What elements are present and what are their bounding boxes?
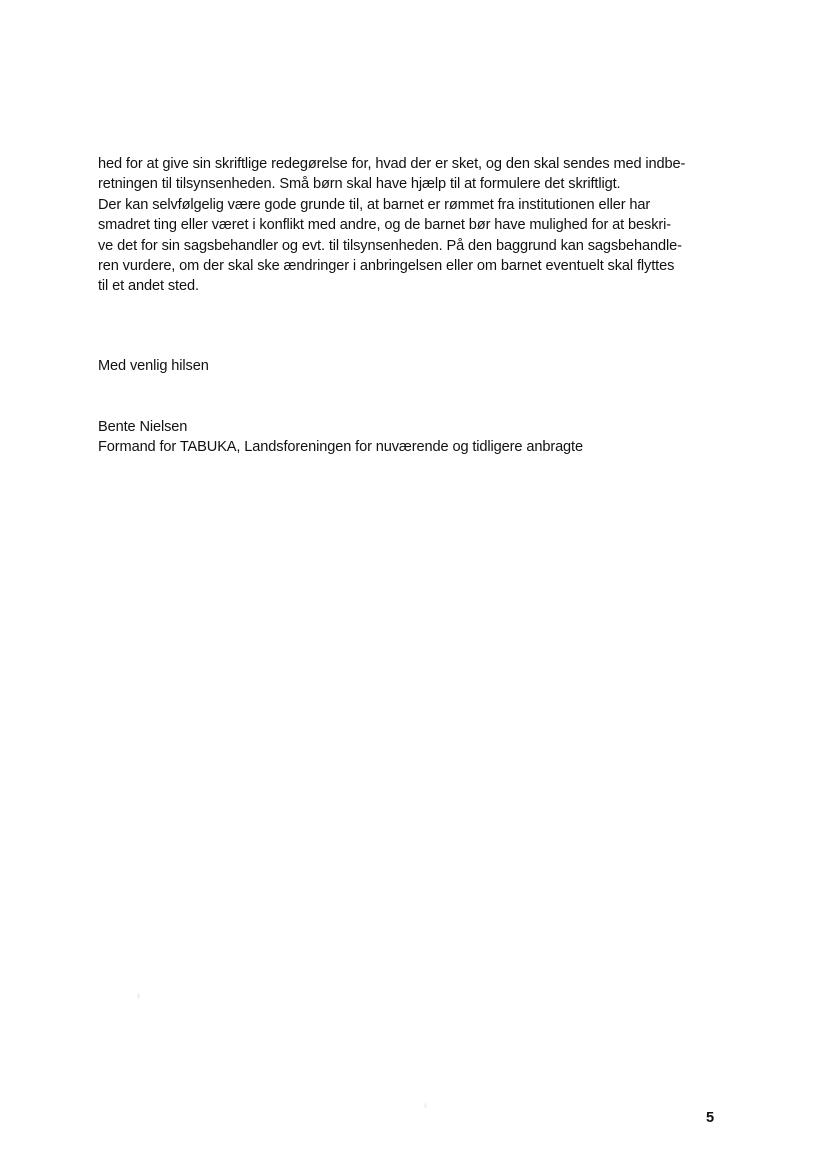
scan-speckle-artifact bbox=[424, 1103, 427, 1108]
body-line: Der kan selvfølgelig være gode grunde til, at barnet er rømmet fra institutionen eller har bbox=[98, 196, 651, 213]
closing-block bbox=[98, 356, 726, 376]
paragraph-continuation bbox=[98, 154, 726, 297]
signatory-title: Formand for TABUKA, Landsforeningen for nuværende og tidligere anbragte bbox=[98, 439, 583, 456]
scan-speckle-artifact bbox=[137, 993, 140, 999]
body-line: ren vurdere, om der skal ske ændringer i anbringelsen eller om barnet eventuelt skal flyttes bbox=[98, 258, 675, 275]
page-number: 5 bbox=[706, 1110, 715, 1126]
signature-block bbox=[98, 417, 726, 458]
closing-salutation: Med venlig hilsen bbox=[98, 358, 209, 374]
body-line: ve det for sin sagsbehandler og evt. til tilsynsenheden. På den baggrund kan sagsbehandle- bbox=[98, 237, 682, 254]
body-line: hed for at give sin skriftlige redegørelse for, hvad der er sket, og den skal sendes med indbe- bbox=[98, 156, 686, 172]
signatory-name: Bente Nielsen bbox=[98, 419, 188, 435]
body-line: til et andet sted. bbox=[98, 278, 199, 295]
body-text-block bbox=[98, 154, 726, 297]
body-line: retningen til tilsynsenheden. Små børn skal have hjælp til at formulere det skriftligt. bbox=[98, 176, 621, 193]
body-line: smadret ting eller været i konflikt med andre, og de barnet bør have mulighed for at beskri- bbox=[98, 217, 671, 234]
